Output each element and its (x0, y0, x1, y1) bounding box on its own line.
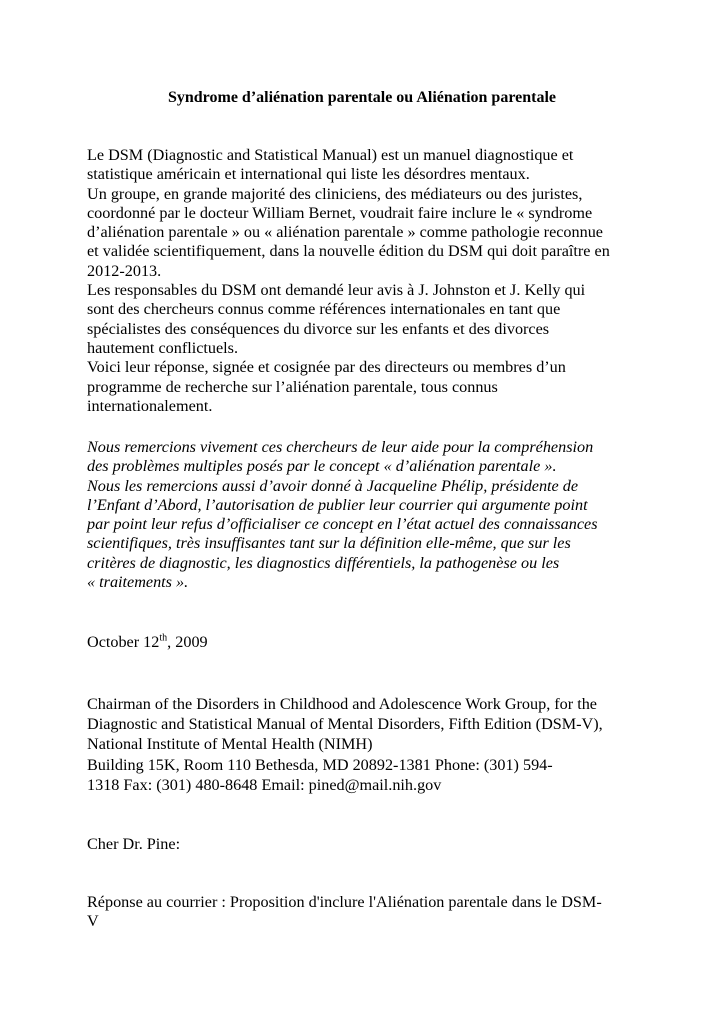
letter-date (87, 633, 647, 652)
intro-line: d’aliénation parentale » ou « aliénation parentale » comme pathologie reconnue (87, 223, 603, 242)
thanks-line: Nous les remercions aussi d’avoir donné à Jacqueline Phélip, présidente de (87, 476, 579, 495)
date-prefix: October 12 (87, 633, 160, 651)
intro-paragraph (87, 146, 647, 416)
intro-line: hautement conflictuels. (87, 338, 239, 357)
thanks-line: par point leur refus d’officialiser ce concept en l’état actuel des connaissances (87, 515, 598, 534)
thanks-paragraph (87, 438, 647, 592)
intro-line: sont des chercheurs connus comme références internationales en tant que (87, 300, 561, 319)
intro-line: et validée scientifiquement, dans la nouvelle édition du DSM qui doit paraître en (87, 242, 610, 261)
recipient-address (87, 694, 647, 795)
intro-line: statistique américain et international qui liste les désordres mentaux. (87, 165, 530, 184)
date-ordinal-suffix: th (159, 632, 168, 644)
intro-line: internationalement. (87, 396, 213, 415)
intro-line: Les responsables du DSM ont demandé leur avis à J. Johnston et J. Kelly qui (87, 281, 586, 300)
address-line: Chairman of the Disorders in Childhood and Adolescence Work Group, for the (87, 695, 597, 713)
intro-line: 2012-2013. (87, 261, 162, 280)
intro-line: Voici leur réponse, signée et cosignée par des directeurs ou membres d’un (87, 358, 566, 377)
intro-line: coordonné par le docteur William Bernet, voudrait faire inclure le « syndrome (87, 203, 593, 222)
document-title: Syndrome d’aliénation parentale ou Aliénation parentale (167, 89, 557, 106)
thanks-line: scientifiques, très insuffisantes tant sur la définition elle-même, que sur les (87, 534, 571, 553)
address-line: Diagnostic and Statistical Manual of Mental Disorders, Fifth Edition (DSM-V), (87, 715, 603, 734)
subject-line (87, 893, 647, 932)
thanks-line: critères de diagnostic, les diagnostics différentiels, la pathogenèse ou les (87, 553, 560, 572)
thanks-line: des problèmes multiples posés par le concept « d’aliénation parentale ». (87, 457, 557, 476)
address-line: National Institute of Mental Health (NIMH) (87, 735, 373, 754)
intro-line: programme de recherche sur l’aliénation parentale, tous connus (87, 377, 498, 396)
subject-line-text: V (87, 912, 99, 931)
intro-line: spécialistes des conséquences du divorce sur les enfants et des divorces (87, 319, 550, 338)
thanks-line: Nous remercions vivement ces chercheurs de leur aide pour la compréhension (87, 438, 594, 456)
salutation: Cher Dr. Pine: (87, 835, 181, 853)
subject-line-text: Réponse au courrier : Proposition d'inclure l'Aliénation parentale dans le DSM- (87, 893, 602, 911)
intro-line: Un groupe, en grande majorité des cliniciens, des médiateurs ou des juristes, (87, 184, 583, 203)
address-line: 1318 Fax: (301) 480-8648 Email: pined@mail.nih.gov (87, 775, 442, 794)
thanks-line: « traitements ». (87, 573, 189, 592)
date-year: , 2009 (167, 633, 208, 651)
intro-line: Le DSM (Diagnostic and Statistical Manual) est un manuel diagnostique et (87, 146, 574, 164)
address-line: Building 15K, Room 110 Bethesda, MD 20892-1381 Phone: (301) 594- (87, 755, 553, 774)
thanks-line: l’Enfant d’Abord, l’autorisation de publier leur courrier qui argumente point (87, 495, 588, 514)
